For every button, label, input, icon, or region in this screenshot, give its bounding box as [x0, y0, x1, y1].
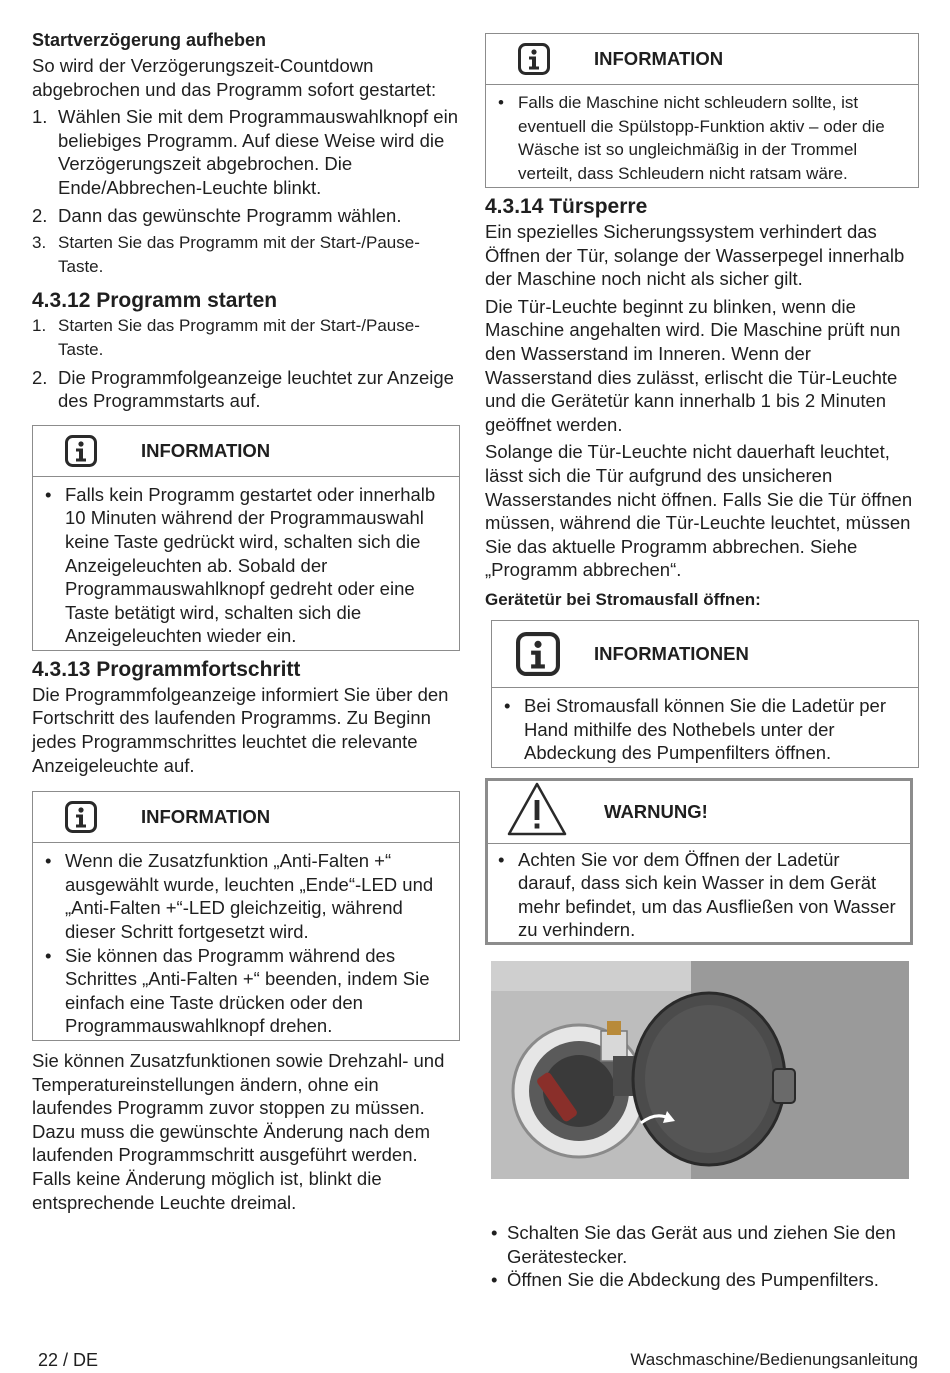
- warning-triangle-icon: [506, 781, 568, 842]
- document-title: Waschmaschine/Bedienungsanleitung: [630, 1350, 918, 1369]
- progress-text: Die Programmfolgeanzeige informiert Sie über den Fortschritt des laufenden Programms. Zu Beginn jedes Programmschrittes leuchtet die relevante Anzeigeleuchte auf.: [32, 683, 449, 776]
- list-item: [32, 204, 460, 228]
- progress-after-text: Sie können Zusatzfunktionen sowie Drehzahl- und Temperatureinstellungen ändern, ohne ein laufendes Programm zuvor stoppen zu müssen. Dazu muss die gewünschte Änderung nach dem laufenden Programmschritt ausgeführt werden. Falls keine Änderung möglich ist, blinkt die entsprechende Leuchte dreimal.: [32, 1050, 445, 1213]
- warning-box-header: [488, 781, 910, 844]
- info-box-power-failure: [491, 620, 919, 768]
- power-failure-heading: Gerätetür bei Stromausfall öffnen:: [485, 589, 761, 609]
- list-item: • Bei Stromausfall können Sie die Ladetür per Hand mithilfe des Nothebels unter der Abdeckung des Pumpenfilters öffnen.: [504, 694, 886, 764]
- list-item: • Sie können das Programm während des Schrittes „Anti-Falten +“ beenden, indem Sie einfach eine Taste drücken oder den Programmauswahlknopf drehen.: [45, 944, 430, 1037]
- info-icon: [512, 43, 556, 75]
- step-text: Die Programmfolgeanzeige leuchtet zur Anzeige des Programmstarts auf.: [58, 366, 454, 412]
- info-box-header: [33, 426, 459, 477]
- info-icon: [59, 801, 103, 833]
- list-item: [32, 366, 460, 413]
- list-item: • Wenn die Zusatzfunktion „Anti-Falten +“ ausgewählt wurde, leuchten „Ende“-LED und „Anti-Falten +“-LED gleichzeitig, während dieser Schritt fortgesetzt wird.: [45, 850, 434, 943]
- section-heading-programm-starten: 4.3.12 Programm starten: [32, 289, 278, 313]
- info-box-header: [486, 34, 918, 85]
- step-number: 1.: [32, 316, 47, 336]
- list-item: • Öffnen Sie die Abdeckung des Pumpenfilters.: [491, 1269, 879, 1291]
- step-number: 1.: [32, 106, 48, 128]
- step-text: Starten Sie das Programm mit der Start-/Pause-Taste.: [58, 233, 420, 276]
- info-box-title: INFORMATIONEN: [594, 642, 749, 664]
- list-item: • Falls die Maschine nicht schleudern sollte, ist eventuell die Spülstopp-Funktion aktiv – oder die Wäsche ist so ungleichmäßig in der Trommel verteilt, dass Schleudern nicht ratsam wäre.: [498, 93, 885, 183]
- power-failure-steps: [491, 1221, 919, 1292]
- info-icon: [516, 630, 560, 678]
- info-icon: [59, 435, 103, 467]
- list-item: [32, 314, 460, 361]
- list-item: [32, 105, 460, 199]
- delay-cancel-intro: So wird der Verzögerungszeit-Countdown abgebrochen und das Programm sofort gestartet:: [32, 55, 437, 100]
- step-text: Wählen Sie mit dem Programmauswahlknopf ein beliebiges Programm. Auf diese Weise wird die Verzögerungszeit abgebrochen. Die Ende/Abbrechen-Leuchte blinkt.: [58, 106, 458, 198]
- step-number: 3.: [32, 233, 47, 253]
- info-box-spin: [485, 33, 919, 188]
- info-box-bullets: [486, 85, 918, 187]
- info-box-title: INFORMATION: [594, 48, 724, 69]
- door-lock-p1: Ein spezielles Sicherungssystem verhindert das Öffnen der Tür, solange der Wasserpegel innerhalb der Maschine noch nicht als sicher gilt.: [485, 221, 905, 290]
- list-item: [32, 231, 460, 278]
- info-box-bullets: [33, 477, 459, 650]
- info-box-progress: [32, 791, 460, 1041]
- list-item: • Schalten Sie das Gerät aus und ziehen Sie den Gerätestecker.: [491, 1222, 896, 1267]
- list-item: • Achten Sie vor dem Öffnen der Ladetür darauf, dass sich kein Wasser in dem Gerät mehr befindet, um das Ausfließen von Wasser zu verhindern.: [498, 848, 896, 941]
- delay-cancel-heading: Startverzögerung aufheben: [32, 30, 267, 50]
- right-column: [485, 33, 919, 1292]
- pump-filter-photo: [491, 961, 909, 1179]
- info-box-start: [32, 425, 460, 651]
- delay-cancel-steps: [32, 105, 460, 278]
- left-column: [32, 28, 460, 1218]
- start-steps: [32, 314, 460, 412]
- step-text: Dann das gewünschte Programm wählen.: [58, 204, 402, 226]
- page-number: 22 / DE: [38, 1350, 99, 1370]
- step-number: 2.: [32, 204, 48, 226]
- warning-box-bullets: [488, 844, 910, 942]
- info-box-title: INFORMATION: [141, 806, 271, 828]
- step-text: Starten Sie das Programm mit der Start-/Pause-Taste.: [58, 316, 420, 359]
- section-heading-tuersperre: 4.3.14 Türsperre: [485, 195, 648, 218]
- info-box-bullets: [492, 688, 918, 767]
- warning-box: [485, 778, 913, 945]
- info-box-title: INFORMATION: [141, 439, 271, 461]
- door-lock-p2: Die Tür-Leuchte beginnt zu blinken, wenn die Maschine angehalten wird. Die Maschine prüft nun den Wasserstand im Inneren. Wenn der Wasserstand dies zulässt, erlischt die Tür-Leuchte und die Gerätetür kann innerhalb 1 bis 2 Minuten geöffnet werden.: [485, 295, 901, 435]
- list-item: • Falls kein Programm gestartet oder innerhalb 10 Minuten während der Programmauswahl keine Taste gedrückt wird, schalten sich die Anzeigeleuchten ab. Sobald der Programmauswahlknopf gedreht oder eine Taste betätigt wird, schalten sich die Anzeigeleuchten wieder ein.: [45, 483, 436, 647]
- step-number: 2.: [32, 366, 48, 388]
- info-box-header: [492, 621, 918, 688]
- warning-box-title: WARNUNG!: [604, 800, 708, 822]
- info-box-bullets: [33, 843, 459, 1040]
- door-lock-p3: Solange die Tür-Leuchte nicht dauerhaft leuchtet, lässt sich die Tür aufgrund des unsicheren Wasserstandes nicht öffnen. Falls Sie die Tür öffnen müssen, während die Tür-Leuchte leuchtet, müssen Sie das aktuelle Programm abbrechen. Siehe „Programm abbrechen“.: [485, 441, 913, 581]
- section-heading-programmfortschritt: 4.3.13 Programmfortschritt: [32, 657, 301, 681]
- info-box-header: [33, 792, 459, 843]
